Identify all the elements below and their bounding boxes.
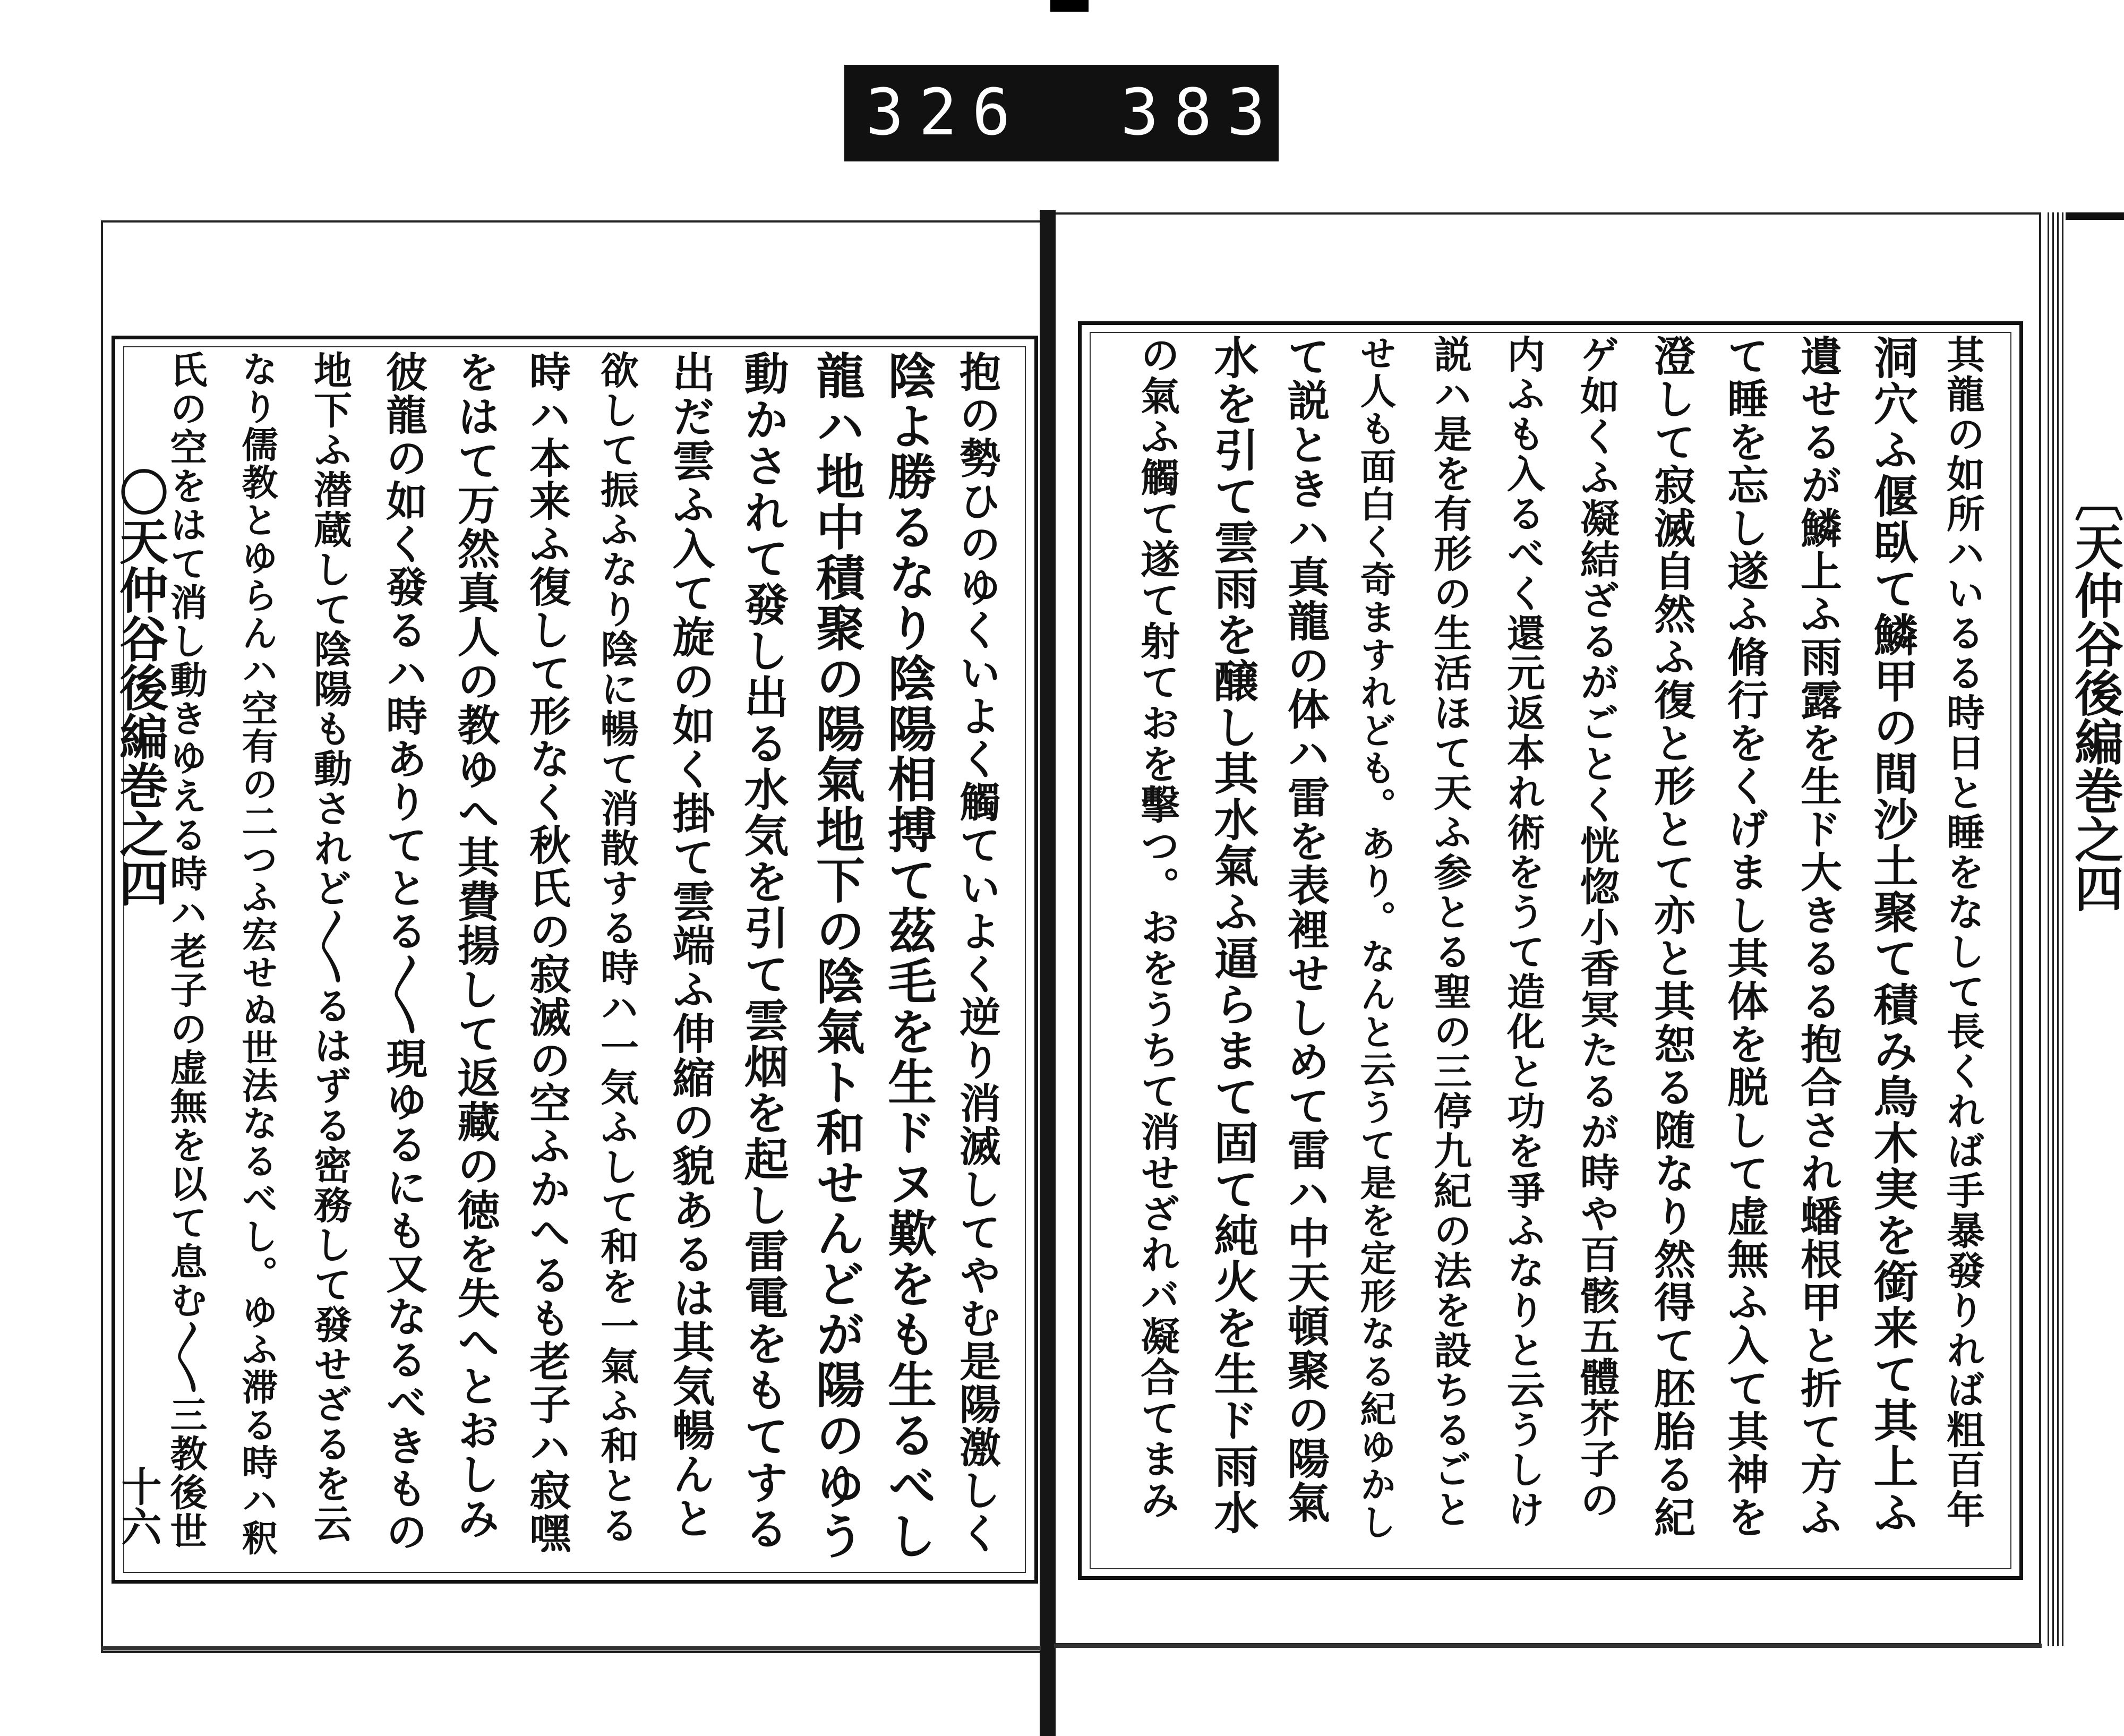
text-column: 抱の勢ひのゆくいよく觸ていよく逆り消滅してやむ是陽激しく [953,350,1001,1555]
text-column: 龍ハ地中積聚の陽氣地下の陰氣ト和せんどが陽のゆう [808,350,866,1561]
left-running-head: 〇天仲谷後編巻之四 [112,467,169,907]
text-column: て説ときハ真龍の体ハ雷を表裡せしめて雷ハ中天頓聚の陽氣 [1280,335,1330,1525]
text-column: 氏の空をはて消し動きゆえる時ハ老子の虚無を以て息む〳〵三教後世 [164,350,208,1551]
right-running-head: 〔天仲谷後編巻之四 [2067,473,2124,912]
text-column: 時ハ本来ふ復して形なく秋氏の寂滅の空ふかへるも老子ハ寂嘿 [523,350,571,1555]
text-column: 地下ふ潜蔵して陰陽も動されど〳〵るはずる密務して發せざるを云 [307,350,353,1544]
text-column: なり儒教とゆらんハ空有の二つふ宏せぬ世法なるべし。ゆふ滞る時ハ釈 [236,350,278,1557]
film-top-notch [1050,0,1089,12]
text-column: 其龍の如所ハいるる時日と睡をなして長くれば手暴發りれば粗百年 [1940,335,1985,1529]
text-column: をはて万然真人の教ゆへ其費揚して返藏の徳を失へとおしみ [450,350,500,1541]
text-column: 澄して寂滅自然ふ復と形とて亦と其恕る随なり然得て胚胎る紀 [1647,335,1695,1539]
text-column: 説ハ是を有形の生活ほて天ふ参とる聖の三停九紀の法を設ちるごと [1427,335,1472,1529]
text-column: 陰よ勝るなり陰陽相搏て茲毛を生ドヌ歎をも生るべし [880,350,937,1561]
text-column: の氣ふ觸て遂て射ておを擊つ。おをうちて消せざれバ凝合てまみ [1134,335,1180,1520]
text-column: 遺せるが鱗上ふ雨露を生ド大きるる抱合され蟠根甲と折て方ふ [1794,335,1842,1539]
page-stack-edge [2044,212,2066,1646]
text-column: 彼龍の如く發るハ時ありてとる〳〵現ゆるにも又なるべきもの [379,350,427,1553]
text-column: 洞穴ふ偃臥て鱗甲の間沙土聚て積み鳥木実を銜来て其上ふ [1866,335,1919,1536]
text-column: 動かされて發し出る水気を引て雲烟を起し雷電をもてする [737,350,790,1552]
text-column: 欲して振ふなり陰に暢て消散する時ハ一気ふして和を一氣ふ和とる [594,350,639,1545]
text-column: せ人も面白く奇ますれども。あり。なんと云うて是を定形なる紀ゆかし [1354,335,1397,1541]
text-column: 水を引て雲雨を醸し其水氣ふ逼らまて固て純火を生ド雨水 [1207,335,1260,1536]
binding-edge [2066,212,2124,220]
frame-number-right: 383. [1120,76,1333,150]
page-bottom-edge [101,1646,1041,1651]
page-bottom-edge [1054,1644,2042,1648]
text-column: て睡を忘し遂ふ脩行をくげまし其体を脱して虚無ふ入て其神を [1720,335,1769,1539]
book-gutter [1040,210,1056,1736]
text-column: ゲ如くふ凝結ざるがごとく恍惚小香冥たるが時や百骸五體芥子の [1574,335,1620,1520]
frame-number-label [844,65,1333,161]
text-column: 出だ雲ふ入て旋の如く掛て雲端ふ伸縮の貌あるは其気暢んと [665,350,715,1541]
frame-number-left: 326 [866,76,1025,150]
left-folio: 十六 [115,1466,162,1546]
text-column: 内ふも入るべく還元返本れ術をうて造化と功を爭ふなりと云うしけ [1501,335,1546,1529]
